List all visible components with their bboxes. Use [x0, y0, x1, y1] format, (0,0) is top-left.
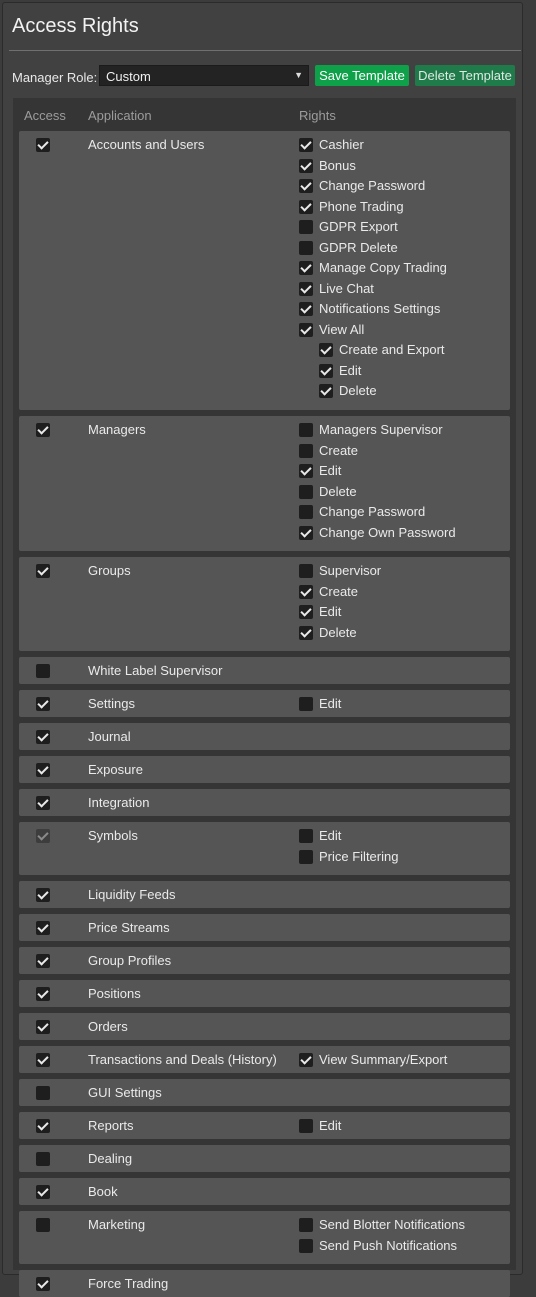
right-label: Manage Copy Trading [319, 260, 447, 275]
application-name: Exposure [88, 762, 143, 777]
application-name: Liquidity Feeds [88, 887, 176, 902]
access-checkbox[interactable] [36, 1020, 50, 1034]
dropdown-arrow-icon: ▼ [294, 70, 303, 80]
table-row [19, 789, 510, 816]
application-name: Accounts and Users [88, 137, 205, 152]
title-divider [9, 50, 521, 51]
table-row [19, 1178, 510, 1205]
right-checkbox[interactable] [299, 241, 313, 255]
table-row [19, 557, 510, 651]
access-checkbox [36, 829, 50, 843]
page-title: Access Rights [12, 15, 139, 37]
access-checkbox[interactable] [36, 730, 50, 744]
column-header-rights: Rights [299, 108, 336, 123]
manager-role-select[interactable] [99, 65, 309, 86]
access-checkbox[interactable] [36, 954, 50, 968]
access-checkbox[interactable] [36, 1277, 50, 1291]
access-checkbox[interactable] [36, 888, 50, 902]
application-name: Dealing [88, 1151, 133, 1166]
right-label: Send Push Notifications [319, 1237, 458, 1253]
application-name: Orders [88, 1019, 128, 1034]
table-row [19, 980, 510, 1007]
right-checkbox[interactable] [299, 282, 313, 296]
right-label: Create and Export [339, 342, 445, 357]
access-checkbox[interactable] [36, 1152, 50, 1166]
access-checkbox[interactable] [36, 1218, 50, 1232]
right-checkbox[interactable] [299, 829, 313, 843]
table-row [19, 1079, 510, 1106]
right-checkbox[interactable] [299, 850, 313, 864]
right-label: GDPR Delete [319, 239, 398, 255]
right-checkbox[interactable] [299, 423, 313, 437]
access-checkbox[interactable] [36, 1119, 50, 1133]
right-label: Edit [319, 604, 342, 619]
table-row [19, 1211, 510, 1264]
right-label: Change Password [319, 504, 426, 519]
application-name: Book [88, 1184, 118, 1199]
application-name: Force Trading [88, 1276, 169, 1291]
right-label: Supervisor [319, 563, 382, 578]
table-row [19, 690, 510, 717]
right-checkbox[interactable] [299, 179, 313, 193]
access-rights-table [13, 98, 516, 1291]
access-rights-panel [2, 2, 523, 1291]
table-row [19, 1046, 510, 1073]
right-checkbox[interactable] [319, 364, 333, 378]
table-row [19, 1013, 510, 1040]
right-checkbox[interactable] [299, 444, 313, 458]
column-header-application: Application [88, 108, 152, 123]
table-row [19, 914, 510, 941]
right-label: Change Own Password [319, 524, 456, 540]
application-name: Price Streams [88, 920, 170, 935]
right-label: Create [319, 442, 359, 458]
application-name: Positions [88, 986, 141, 1001]
access-checkbox[interactable] [36, 1053, 50, 1067]
right-label: Price Filtering [319, 848, 399, 864]
right-checkbox[interactable] [299, 585, 313, 599]
right-checkbox[interactable] [299, 485, 313, 499]
right-label: Edit [339, 362, 362, 378]
right-label: View Summary/Export [319, 1052, 448, 1067]
right-label: Change Password [319, 178, 426, 193]
right-label: Bonus [319, 157, 356, 173]
table-row [19, 822, 510, 875]
application-name: Integration [88, 795, 150, 810]
right-checkbox[interactable] [299, 1119, 313, 1133]
right-label: Notifications Settings [319, 301, 441, 316]
application-name: Journal [88, 729, 131, 744]
access-checkbox[interactable] [36, 987, 50, 1001]
access-checkbox[interactable] [36, 697, 50, 711]
application-name: Settings [88, 696, 135, 711]
access-checkbox[interactable] [36, 138, 50, 152]
application-name: Reports [88, 1118, 134, 1133]
manager-role-label: Manager Role: [12, 70, 98, 85]
right-checkbox[interactable] [299, 1239, 313, 1253]
table-row [19, 947, 510, 974]
right-checkbox[interactable] [299, 138, 313, 152]
right-label: Edit [319, 696, 342, 711]
right-label: Phone Trading [319, 198, 404, 214]
right-checkbox[interactable] [299, 505, 313, 519]
right-checkbox[interactable] [299, 302, 313, 316]
right-checkbox[interactable] [299, 626, 313, 640]
right-label: Create [319, 583, 359, 599]
right-checkbox[interactable] [299, 200, 313, 214]
access-checkbox[interactable] [36, 564, 50, 578]
table-row [19, 131, 510, 410]
application-name: Marketing [88, 1217, 146, 1232]
right-checkbox[interactable] [319, 384, 333, 398]
application-name: Group Profiles [88, 953, 172, 968]
application-name: GUI Settings [88, 1085, 162, 1100]
table-row [19, 1112, 510, 1139]
right-label: Delete [319, 483, 357, 499]
right-label: Edit [319, 1118, 342, 1133]
right-checkbox[interactable] [299, 605, 313, 619]
table-row [19, 723, 510, 750]
right-label: Cashier [319, 137, 364, 152]
right-checkbox[interactable] [299, 464, 313, 478]
access-checkbox[interactable] [36, 921, 50, 935]
right-checkbox[interactable] [299, 261, 313, 275]
right-label: Edit [319, 463, 342, 478]
table-row [19, 881, 510, 908]
column-header-access: Access [24, 108, 66, 123]
table-row [19, 756, 510, 783]
right-label: GDPR Export [319, 219, 398, 234]
access-checkbox[interactable] [36, 1185, 50, 1199]
table-row [19, 1270, 510, 1297]
save-template-button[interactable]: Save Template [315, 65, 409, 86]
table-row [19, 657, 510, 684]
right-label: Delete [339, 383, 377, 398]
manager-role-value: Custom [106, 69, 151, 84]
application-name: White Label Supervisor [88, 663, 223, 678]
access-checkbox[interactable] [36, 664, 50, 678]
table-row [19, 1145, 510, 1172]
application-name: Transactions and Deals (History) [88, 1052, 277, 1067]
access-checkbox[interactable] [36, 796, 50, 810]
right-label: Delete [319, 624, 357, 640]
table-row [19, 416, 510, 551]
application-name: Symbols [88, 828, 138, 843]
right-label: Live Chat [319, 280, 374, 296]
access-checkbox[interactable] [36, 1086, 50, 1100]
right-checkbox[interactable] [319, 343, 333, 357]
right-label: Edit [319, 828, 342, 843]
delete-template-button[interactable]: Delete Template [415, 65, 515, 86]
right-checkbox[interactable] [299, 1218, 313, 1232]
application-name: Groups [88, 563, 131, 578]
right-label: Send Blotter Notifications [319, 1217, 465, 1232]
access-checkbox[interactable] [36, 763, 50, 777]
application-name: Managers [88, 422, 146, 437]
right-checkbox[interactable] [299, 564, 313, 578]
right-label: View All [319, 321, 365, 337]
right-checkbox[interactable] [299, 323, 313, 337]
right-label: Managers Supervisor [319, 422, 443, 437]
right-checkbox[interactable] [299, 526, 313, 540]
access-checkbox[interactable] [36, 423, 50, 437]
right-checkbox[interactable] [299, 697, 313, 711]
right-checkbox[interactable] [299, 220, 313, 234]
right-checkbox[interactable] [299, 1053, 313, 1067]
right-checkbox[interactable] [299, 159, 313, 173]
